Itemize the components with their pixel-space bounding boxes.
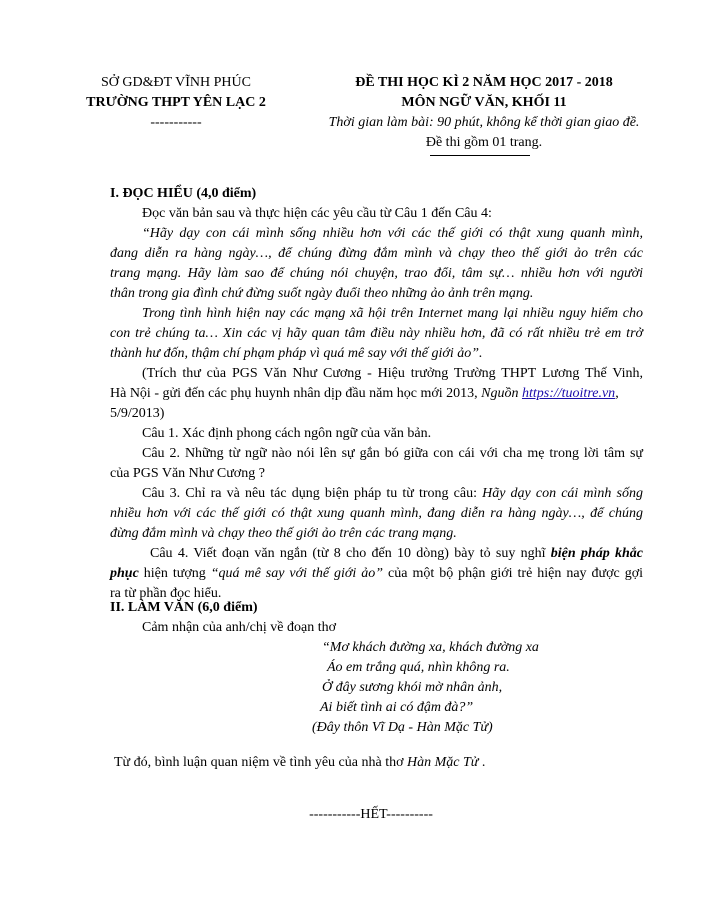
question-2: của PGS Văn Như Cương ? — [110, 466, 265, 481]
header-divider — [430, 155, 530, 156]
source-date: 5/9/2013) — [110, 406, 165, 421]
q4-text: Câu 4. Viết đoạn văn ngắn (từ 8 cho đến 10 dòng) bày tỏ suy nghĩ — [150, 546, 551, 561]
end-marker: -----------HẾT---------- — [309, 807, 433, 822]
passage-line: thân trong gia đình chứ đừng suốt ngày đuổi theo những ảo ảnh trên mạng. — [110, 286, 534, 301]
dept-name: SỞ GD&ĐT VĨNH PHÚC — [100, 75, 251, 90]
section2-title: II. LÀM VĂN (6,0 điểm) — [110, 600, 258, 615]
section1-title: I. ĐỌC HIỂU (4,0 điểm) — [110, 186, 257, 201]
poem-line: “Mơ khách đường xa, khách đường xa — [322, 640, 539, 655]
poet-name: Hàn Mặc Tử — [406, 755, 479, 770]
q4-emphasis: phục — [110, 566, 139, 581]
question-3: nhiều hơn với các thế giới có thật xung quanh mình, đang diễn ra hàng ngày…, để chúng — [110, 506, 643, 521]
source-link[interactable]: https://tuoitre.vn — [521, 386, 616, 401]
q4-emphasis: biện pháp khắc — [550, 546, 643, 561]
final-task — [114, 753, 485, 773]
poem-line: Áo em trắng quá, nhìn không ra. — [327, 660, 510, 675]
section1-intro: Đọc văn bản sau và thực hiện các yêu cầu từ Câu 1 đến Câu 4: — [142, 206, 492, 221]
source-comma: , — [615, 386, 619, 401]
exam-duration: Thời gian làm bài: 90 phút, không kể thời gian giao đề. — [328, 115, 640, 130]
section2-intro: Cảm nhận của anh/chị về đoạn thơ — [142, 620, 337, 635]
passage-line: đang diễn ra hàng ngày…, để chúng đừng đắm mình và chạy theo thế giới ảo trên các — [110, 246, 643, 261]
q4-text: hiện tượng — [138, 566, 211, 581]
poem-line: Ai biết tình ai có đậm đà?” — [320, 700, 474, 715]
question-4: ra từ phần đọc hiểu. — [110, 586, 222, 601]
header-left-dashes: ----------- — [150, 115, 202, 130]
exam-pages: Đề thi gồm 01 trang. — [425, 135, 543, 150]
school-name: TRƯỜNG THPT YÊN LẠC 2 — [86, 95, 266, 110]
question-4 — [110, 544, 643, 564]
exam-title: ĐỀ THI HỌC KÌ 2 NĂM HỌC 2017 - 2018 — [355, 75, 613, 90]
exam-subject: MÔN NGỮ VĂN, KHỐI 11 — [401, 95, 567, 110]
passage-line: con trẻ chúng ta… Xin các vị hãy quan tâm điều này nhiều hơn, đã có rất nhiều trẻ em trở — [110, 326, 643, 341]
source-text: Hà Nội - gửi đến các phụ huynh nhân dịp đầu năm học mới 2013, — [110, 386, 482, 401]
source-label: Nguồn — [481, 386, 522, 401]
passage-line: thành hư đốn, thậm chí phạm pháp vì quá mê say với thế giới ảo”. — [110, 346, 483, 361]
question-2: Câu 2. Những từ ngữ nào nói lên sự gắn bó giữa con cái với cha mẹ trong lời tâm sự — [142, 446, 643, 461]
question-3: đừng đắm mình và chạy theo thế giới ảo trên các trang mạng. — [110, 526, 457, 541]
question-4 — [110, 564, 643, 584]
q3-quote: Hãy dạy con cái mình sống — [482, 486, 643, 501]
q4-quote: “quá mê say với thế giới ảo” — [210, 566, 384, 581]
final-text: Từ đó, bình luận quan niệm về tình yêu của nhà thơ — [114, 755, 407, 770]
q3-text: Câu 3. Chỉ ra và nêu tác dụng biện pháp tu từ trong câu: — [142, 486, 483, 501]
passage-line: “Hãy dạy con cái mình sống nhiều hơn với các thế giới có thật xung quanh mình, — [142, 226, 643, 241]
source-citation — [110, 384, 619, 404]
poem-source: (Đây thôn Vĩ Dạ - Hàn Mặc Tử) — [312, 720, 493, 735]
passage-line: trang mạng. Hãy làm sao để chúng nói chuyện, trao đổi, tâm sự… nhiều hơn với người — [110, 266, 643, 281]
question-3 — [110, 484, 643, 504]
question-1: Câu 1. Xác định phong cách ngôn ngữ của văn bản. — [142, 426, 432, 441]
source-citation: (Trích thư của PGS Văn Như Cương - Hiệu trưởng Trường THPT Lương Thế Vinh, — [142, 366, 643, 381]
passage-line: Trong tình hình hiện nay các mạng xã hội trên Internet mang lại nhiều nguy hiểm cho — [142, 306, 643, 321]
q4-text: của một bộ phận giới trẻ hiện nay được gợi — [383, 566, 644, 581]
poem-line: Ở đây sương khói mờ nhân ảnh, — [322, 680, 503, 695]
final-period: . — [478, 755, 486, 770]
